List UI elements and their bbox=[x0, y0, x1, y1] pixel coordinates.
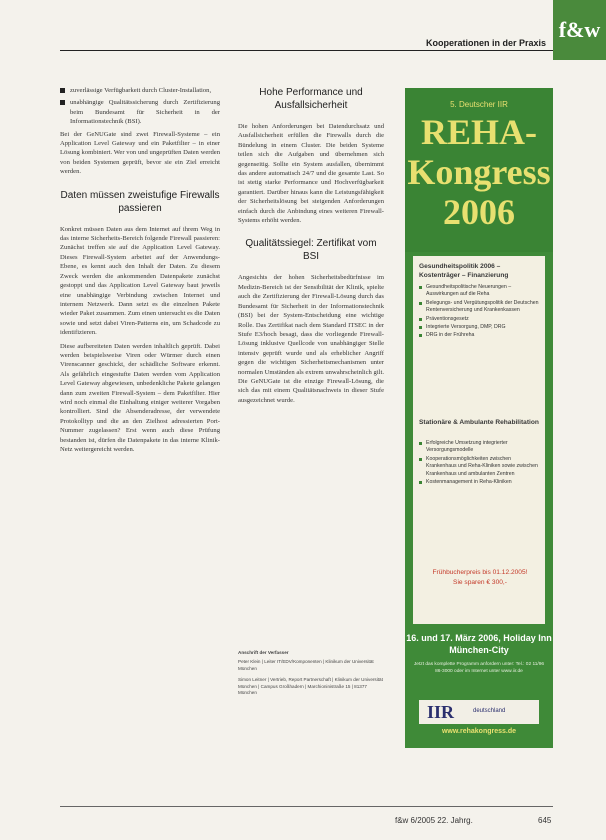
page-number: 645 bbox=[538, 816, 552, 825]
subheading: Hohe Performance und Ausfallsicherheit bbox=[259, 87, 363, 111]
ad-topic-item: Integrierte Versorgung, DMP, DRG bbox=[419, 324, 541, 331]
footer-divider bbox=[60, 806, 553, 807]
bullet-item bbox=[60, 98, 220, 126]
author-address bbox=[238, 650, 384, 701]
footer-issue: f&w 6/2005 22. Jahrg. bbox=[395, 816, 473, 825]
ad-title bbox=[405, 112, 553, 192]
header-divider bbox=[60, 50, 553, 51]
ad-early-bird: Frühbucherpreis bis 01.12.2005! bbox=[432, 569, 528, 576]
bullet-square-icon bbox=[60, 100, 65, 105]
article-column-2 bbox=[238, 86, 384, 409]
ad-header bbox=[405, 88, 553, 252]
author-block: Peter Klein | Leiter IT/EDV/Komponenten | Klinikum der Universität München bbox=[238, 659, 374, 671]
ad-contact-info: Jetzt das komplette Programm anfordern unter: Tel.: 02 11/96 86-3000 oder im Internet unter www.iir.de bbox=[413, 662, 545, 674]
ad-topic-item: Belegungs- und Vergütungspolitik der Deutschen Rentenversicherung und Krankenkassen bbox=[419, 300, 541, 315]
bullet-square-icon bbox=[60, 88, 65, 93]
iir-logo-text: IIR bbox=[427, 702, 455, 722]
ad-topic-list bbox=[419, 440, 541, 487]
author-block: Simon Leitner | Vertrieb, Report Partnerschaft | Klinikum der Universität München | Campus Großhadern | Marchioninistraße 15 | 81377 München bbox=[238, 677, 383, 696]
author-heading: Anschrift der Verfasser bbox=[238, 650, 289, 655]
bullet-item bbox=[60, 86, 220, 95]
iir-logo bbox=[419, 700, 539, 724]
iir-logo-sub: deutschland bbox=[473, 708, 506, 714]
paragraph: Diese aufbereiteten Daten werden inhaltlich geprüft. Dabei werden beispielsweise Viren oder Würmer durch einen Virenscanner geschickt, der schädliche Software erkennt. Als gefährlich eingestufte Daten werden vom Application Level Gateway abgewiesen, unbedenkliche Pakete gelangen dann zum zweiten Firewall-System – dem Paketfilter. Hier wird noch einmal die Einhaltung einiger weiterer Vorgaben kontrolliert. Sind die Absenderadresse, der verwendete Protokolltyp und die an den Zielhost adressierten Port-Nummer zugelassen? Erst wenn auch diese Prüfung bestanden ist, dürfen die Datenpakete in das interne Klinik-Netz weitergereicht werden. bbox=[60, 342, 220, 453]
ad-edition: 5. Deutscher IIR bbox=[450, 100, 508, 109]
ad-topic-item: Gesundheitspolitische Neuerungen – Auswirkungen auf die Reha bbox=[419, 284, 541, 299]
subheading: Daten müssen zweistufige Firewalls passieren bbox=[60, 189, 220, 214]
fw-logo: f&w bbox=[553, 0, 606, 60]
ad-panel-title: Gesundheitspolitik 2006 – Kostenträger – Finanzierung bbox=[419, 263, 509, 279]
ad-topic-item: Präventionsgesetz bbox=[419, 316, 541, 323]
subheading: Qualitätssiegel: Zertifikat vom BSI bbox=[245, 238, 377, 263]
ad-topic-list bbox=[419, 284, 541, 341]
paragraph: Konkret müssen Daten aus dem Internet auf ihrem Weg in das interne Sicherheits-Bereich folgende Firewall passieren: Zunächst treffen sie auf die Application Level Gateway. Dieses Firewall-System arbeitet auf der Anwendungs-Ebene, es kennt auch den Inhalt der Daten. Zu diesem Zweck werden die ankommenden Datenpakete zunächst gestoppt und das Application Level Gateway baut jeweils eine unabhängige Verbindung zwischen Internet und internem Netzwerk. Dann setzt es die einzelnen Pakete wieder Paket zusammen. Zum einen untersucht es die Daten sowie und setzt dabei Viren-Patterns ein, um Schadcode zu identifizieren. bbox=[60, 225, 220, 337]
ad-topic-item: DRG in der Frühreha bbox=[419, 332, 541, 339]
paragraph: Angesichts der hohen Sicherheitsbedürfnisse im Medizin-Bereich ist der Sensibilität der Klinik, spielte auch die Zertifizierung der Firewall-Lösung durch das Bundesamt für Sicherheit in der Informationstechnik (BSI) bei der System-Entscheidung eine wichtige Rolle. Das Zertifikat nach dem Standard ITSEC in der Stufe E3/hoch besagt, dass die vorliegende Firewall-Lösung inklusive Quellcode von unabhängiger Stelle intensiv geprüft wurde und als erheblicher Angriff gegen die wichtigen Sicherheitsmechanismen unter normalen Umständen als extrem unwahrscheinlich gilt. Die GeNUGate ist die einzige Firewall-Lösung, die sich das mit einem Qualitätsnachweis in dieser Stufe ausgezeichnet wurde. bbox=[238, 274, 384, 404]
ad-title-line: Kongress bbox=[407, 152, 551, 192]
ad-panel-title: Stationäre & Ambulante Rehabilitation bbox=[419, 419, 539, 426]
section-title: Kooperationen in der Praxis bbox=[425, 38, 546, 48]
bullet-text: zuverlässige Verfügbarkeit durch Cluster-Installation, bbox=[70, 87, 212, 94]
paragraph: Die hohen Anforderungen bei Datendurchsatz und Ausfallsicherheit erfüllen die Firewalls durch die Bündelung in einem Cluster. Die beiden Systeme teilen sich die Aufgaben und übernehmen sich gegenseitig. Sollte ein System ausfallen, übernimmt das andere automatisch 24/7 und die gesamte Last. So ist stetig starke Performance und Hochverfügbarkeit garantiert. Darüber hinaus kann die Leistungsfähigkeit der Sicherheitslösung bei steigenden Anforderungen einfach durch die Anbindung eines weiteren Firewall-Systems erhöht werden. bbox=[238, 123, 384, 225]
bullet-text: unabhängige Qualitätssicherung durch Zertifizierung beim Bundesamt für Sicherheit in der Informationstechnik (BSI). bbox=[70, 99, 220, 126]
paragraph: Bei der GeNUGate sind zwei Firewall-Systeme – ein Application Level Gateway und ein Paketfilter – in einer Lösung kombiniert. Wer von und ungeprüften Daten werden von beiden Systemen geprüft, bevor sie ein Ziel erreicht werden. bbox=[60, 130, 220, 176]
article-column-1 bbox=[60, 86, 220, 458]
ad-topic-item: Erfolgreiche Umsetzung integrierter Versorgungsmodelle bbox=[419, 440, 541, 455]
ad-year: 2006 bbox=[443, 192, 515, 232]
ad-program-panel bbox=[413, 256, 545, 624]
ad-topic-item: Kooperationsmöglichkeiten zwischen Krankenhaus und Reha-Kliniken sowie zwischen Krankenhaus und ambulanten Zentren bbox=[419, 456, 541, 478]
ad-title-line: REHA- bbox=[421, 112, 537, 152]
ad-savings: Sie sparen € 300,- bbox=[453, 579, 507, 586]
ad-event-date: 16. und 17. März 2006, Holiday Inn München-City bbox=[406, 633, 552, 655]
ad-topic-item: Kostenmanagement in Reha-Kliniken bbox=[419, 479, 541, 486]
ad-url-link[interactable]: www.rehakongress.de bbox=[441, 728, 517, 735]
reha-kongress-advertisement[interactable] bbox=[405, 88, 553, 748]
